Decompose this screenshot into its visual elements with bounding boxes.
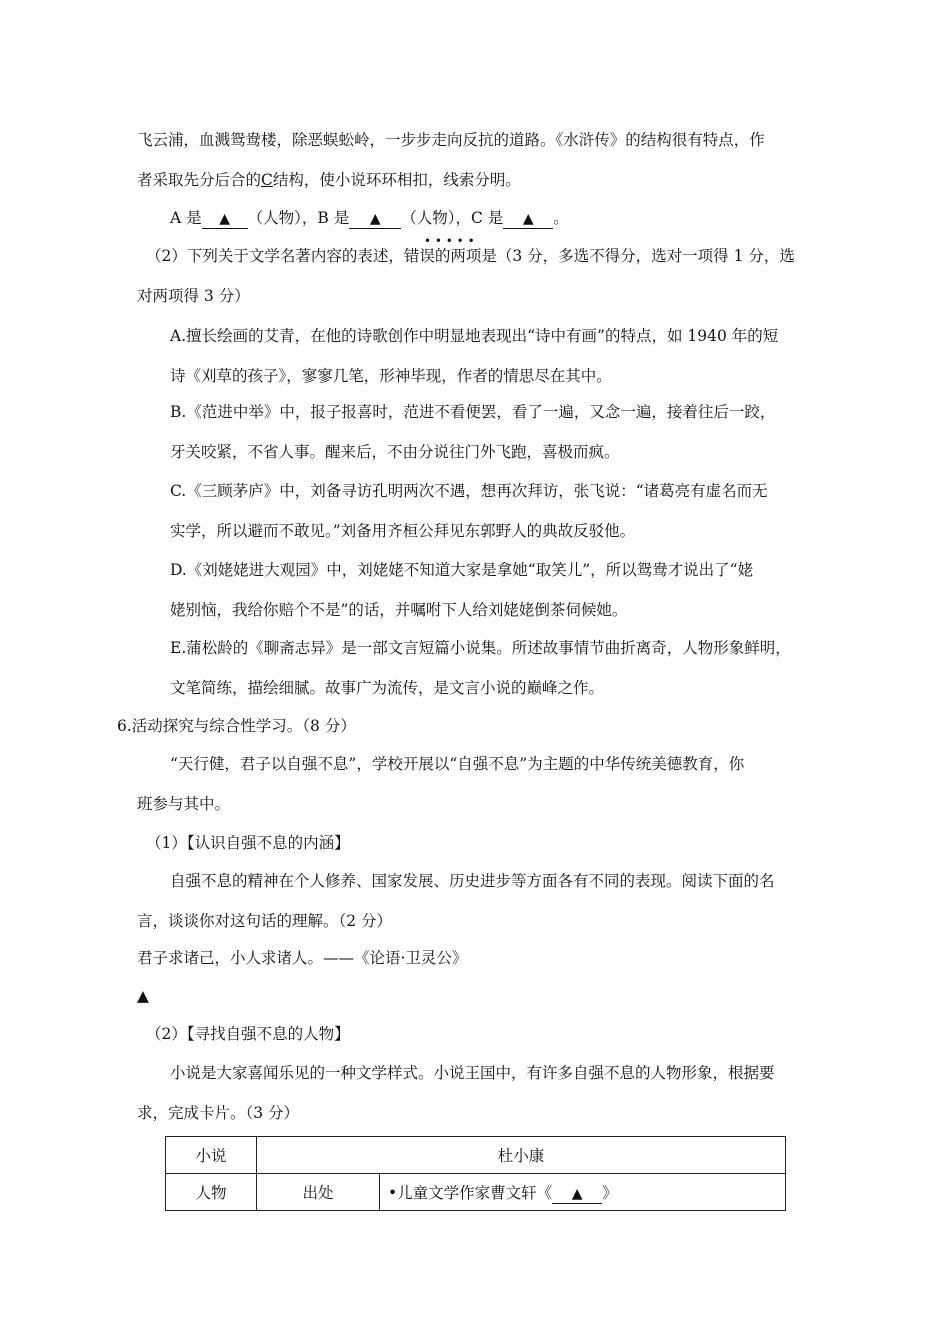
answer-blank[interactable]: [349, 209, 401, 229]
emphasis-dots: • • • • •: [424, 234, 475, 248]
paragraph-line: “天行健，君子以自强不息”，学校开展以“自强不息”为主题的中华传统美德教育，你: [170, 755, 745, 773]
option-d: 姥别恼，我给你赔个不是”的话，并嘱咐下人给刘姥姥倒茶伺候她。: [170, 601, 628, 619]
option-c: C.《三顾茅庐》中，刘备寻访孔明两次不遇，想再次拜访，张飞说：“诸葛亮有虚名而无: [170, 482, 768, 500]
card-source-label: 出处: [257, 1174, 380, 1211]
option-c: 实学，所以避而不敢见。”刘备用齐桓公拜见东郭野人的典故反驳他。: [170, 522, 636, 540]
triangle-icon: ▲: [571, 1185, 583, 1202]
paragraph-line: 自强不息的精神在个人修养、国家发展、历史进步等方面各有不同的表现。阅读下面的名: [170, 872, 775, 890]
answer-triangle-icon[interactable]: ▲: [137, 987, 149, 1005]
option-a: 诗《刈草的孩子》，寥寥几笔，形神毕现，作者的情思尽在其中。: [170, 367, 612, 385]
underlined-letter: C: [261, 171, 273, 189]
character-card: [165, 1136, 786, 1211]
card-source: [380, 1174, 786, 1211]
question-line: （2）下列关于文学名著内容的表述，错误的两项是（3 分，多选不得分，选对一项得 1 分，选: [146, 247, 795, 265]
quote-line: 君子求诸己，小人求诸人。——《论语·卫灵公》: [137, 949, 468, 967]
option-b: B.《范进中举》中，报子报喜时，范进不看便罢，看了一遍，又念一遍，接着往后一跤，: [170, 403, 776, 421]
text-span: A 是: [170, 209, 202, 227]
question-heading: 6.活动探究与综合性学习。（8 分）: [117, 717, 356, 735]
paragraph-line: 班参与其中。: [137, 795, 231, 813]
text-span: •儿童文学作家曹文轩《: [388, 1183, 553, 1202]
card-label: 小说: [166, 1137, 257, 1174]
section-title: （1）【认识自强不息的内涵】: [146, 834, 350, 852]
text-line: [137, 170, 521, 190]
question-line: 对两项得 3 分）: [137, 287, 250, 305]
paragraph-line: 小说是大家喜闻乐见的一种文学样式。小说王国中，有许多自强不息的人物形象，根据要: [170, 1064, 775, 1082]
card-label: 人物: [166, 1174, 257, 1211]
paragraph-line: 言，谈谈你对这句话的理解。（2 分）: [137, 912, 393, 930]
fill-blank-line: [170, 208, 569, 229]
paragraph-line: 求，完成卡片。（3 分）: [137, 1104, 300, 1122]
option-e: 文笔简练，描绘细腻。故事广为流传，是文言小说的巅峰之作。: [170, 679, 605, 697]
option-a: A.擅长绘画的艾青，在他的诗歌创作中明显地表现出“诗中有画”的特点，如 1940 年的短: [170, 327, 779, 345]
triangle-icon: ▲: [219, 211, 231, 227]
text-span: 。: [553, 209, 569, 227]
card-name: 杜小康: [257, 1137, 786, 1174]
text-span: 结构，使小说环环相扣，线索分明。: [272, 171, 521, 189]
answer-blank[interactable]: [552, 1184, 602, 1204]
answer-blank[interactable]: [202, 209, 248, 229]
text-span: （人物），B 是: [247, 209, 350, 227]
triangle-icon: ▲: [522, 211, 534, 227]
text-span: 》: [602, 1183, 618, 1202]
answer-blank[interactable]: [503, 209, 553, 229]
text-span: 者采取先分后合的: [137, 171, 262, 189]
text-line: 飞云浦，血溅鸳鸯楼，除恶蜈蚣岭，一步步走向反抗的道路。《水浒传》的结构很有特点，作: [137, 131, 765, 149]
option-b: 牙关咬紧，不省人事。醒来后，不由分说往门外飞跑，喜极而疯。: [170, 443, 620, 461]
section-title: （2）【寻找自强不息的人物】: [146, 1025, 350, 1043]
option-e: E.蒲松龄的《聊斋志异》是一部文言短篇小说集。所述故事情节曲折离奇，人物形象鲜明，: [170, 639, 791, 657]
triangle-icon: ▲: [369, 211, 381, 227]
text-span: （人物），C 是: [401, 209, 504, 227]
option-d: D.《刘姥姥进大观园》中，刘姥姥不知道大家是拿她“取笑儿”，所以鸳鸯才说出了“姥: [170, 561, 754, 579]
